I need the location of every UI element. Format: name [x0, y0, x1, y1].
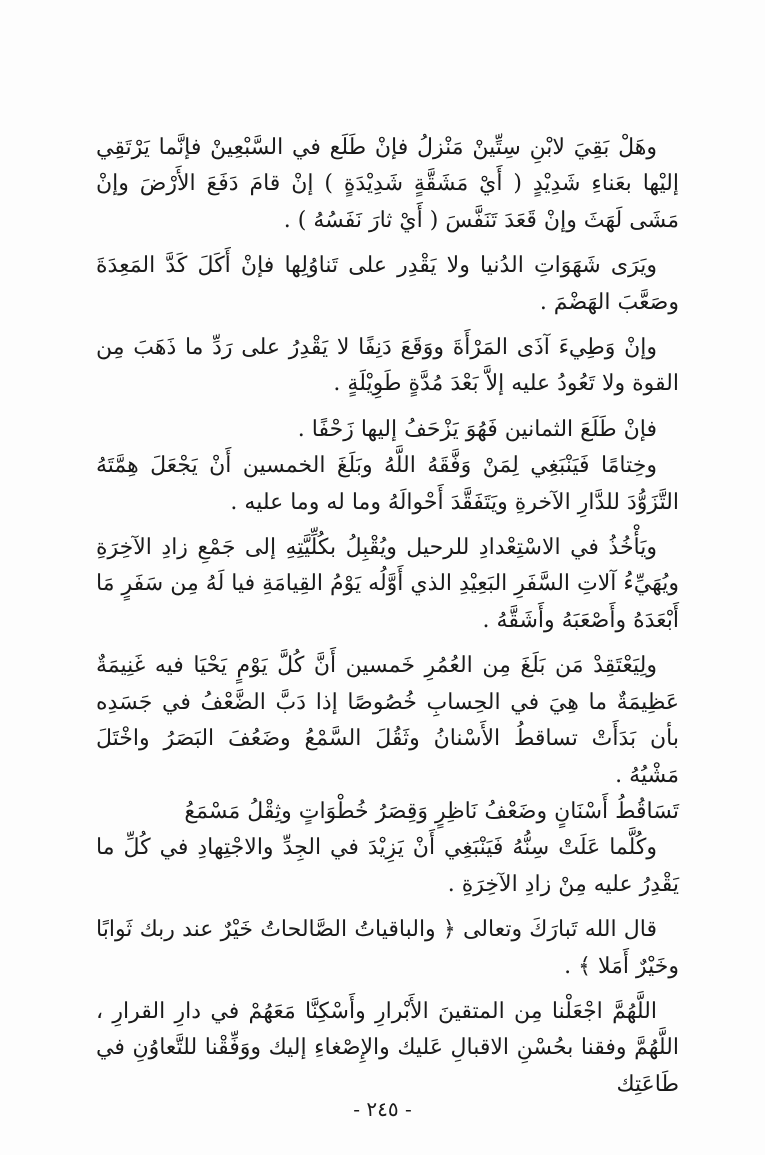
paragraph-desires: ويَرَى شَهَوَاتِ الدُنيا ولا يَقْدِر على تَناوُلِها فإنْ أَكَلَ كَدَّ المَعِدَةَ وصَعَّبَ الهَضْمَ . [96, 253, 679, 315]
page-body [96, 130, 679, 1103]
paragraph-life-after-sixty: وهَلْ بَقِيَ لابْنِ سِتِّينْ مَنْزلُ فإنْ طَلَع في السَّبْعِينْ فإنَّما يَرْتَقِي إليْها بعَناءِ شَدِيْدٍ ( أَيْ مَشَقَّةٍ شَدِيْدَةٍ ) إنْ قامَ دَفَعَ الأَرْضَ وإنْ مَشَى لَهَثَ وإنْ قَعَدَ تَنَفَّسَ ( أَيْ ثارَ نَفَسُهُ ) . [96, 135, 679, 233]
verse-line: تَسَاقُطُ أَسْنَانٍ وضَعْفُ نَاظِرٍ وَقِصَرُ خُطْوَاتٍ وثِقْلُ مَسْمَعُ [184, 798, 679, 824]
paragraph-quran-quote: قال الله تَبارَكَ وتعالى ﴿ والباقياتُ الصَّالحاتُ خَيْرٌ عند ربك ثَوابًا وخَيْرٌ أَمَلا ﴾ . [96, 917, 679, 979]
paragraph-fifty-years: ولِيَعْتَقِدْ مَن بَلَغَ مِن العُمُرِ خَمسين أَنَّ كُلَّ يَوْمٍ يَحْيَا فيه غَنِيمَةٌ عَظِيمَةٌ ما هِيَ في الحِسابِ خُصُوصًا إذا دَبَّ الضَّعْفُ في جَسَدِه بأن بَدَأَتْ تساقطُ الأَسْنانُ وثَقُلَ السَّمْعُ وضَعُفَ البَصَرُ واخْتَلَ مَشْيُهُ . [96, 653, 679, 788]
paragraph-preparation: ويَأْخُذُ في الاسْتِعْدادِ للرحيل ويُقْبِلُ بكُلِّيَّتِهِ إلى جَمْعِ زادِ الآخِرَةِ ويُهَيِّءُ آلاتِ السَّفَرِ البَعِيْدِ الذي أَوَّلُه يَوْمُ القِيامَةِ فيا لَهُ مِن سَفَرٍ مَا أَبْعَدَهُ وأَصْعَبَهُ وأَشَقَّهُ . [96, 535, 679, 633]
paragraph-weakness: وإنْ وَطِيءَ آذَى المَرْأَةَ ووَقَعَ دَنِفًا لا يَقْدِرُ على رَدِّ ما ذَهَبَ مِن القوة ولا تَعُودُ عليه إلاَّ بَعْدَ مُدَّةٍ طَوِيْلَةٍ . [96, 335, 679, 397]
paragraph-diligence: وكُلَّما عَلَتْ سِنُّهُ فَيَنْبَغِي أَنْ يَزِيْدَ في الجِدِّ والاجْتِهادِ في كُلِّ ما يَقْدِرُ عليه مِنْ زادِ الآخِرَةِ . [96, 835, 679, 897]
paragraph-supplication: اللَّهُمَّ اجْعَلْنا مِن المتقينَ الأَبْرارِ وأَسْكِنَّا مَعَهُمْ في دارِ القرارِ ، اللَّهُمَّ وفقنا بحُسْنِ الاقبالِ عَليك والإِصْغاءِ إليك ووَفِّقْنا للتَّعاوُنِ في طَاعَتِك [96, 998, 679, 1097]
paragraph-eighty: فإنْ طَلَعَ الثمانين فَهُوَ يَزْحَفُ إليها زَحْفًا . [297, 416, 657, 442]
page-number: - ٢٤٥ - [353, 1097, 412, 1121]
paragraph-conclusion: وخِتامًا فَيَنْبَغِي لِمَنْ وَفَّقَهُ اللَّهُ وبَلَغَ الخمسين أَنْ يَجْعَلَ هِمَّتَهُ التَّزَوُّدَ للدَّارِ الآخرةِ ويَتَفَقَّدَ أَحْوالَهُ وما له وما عليه . [96, 453, 679, 515]
